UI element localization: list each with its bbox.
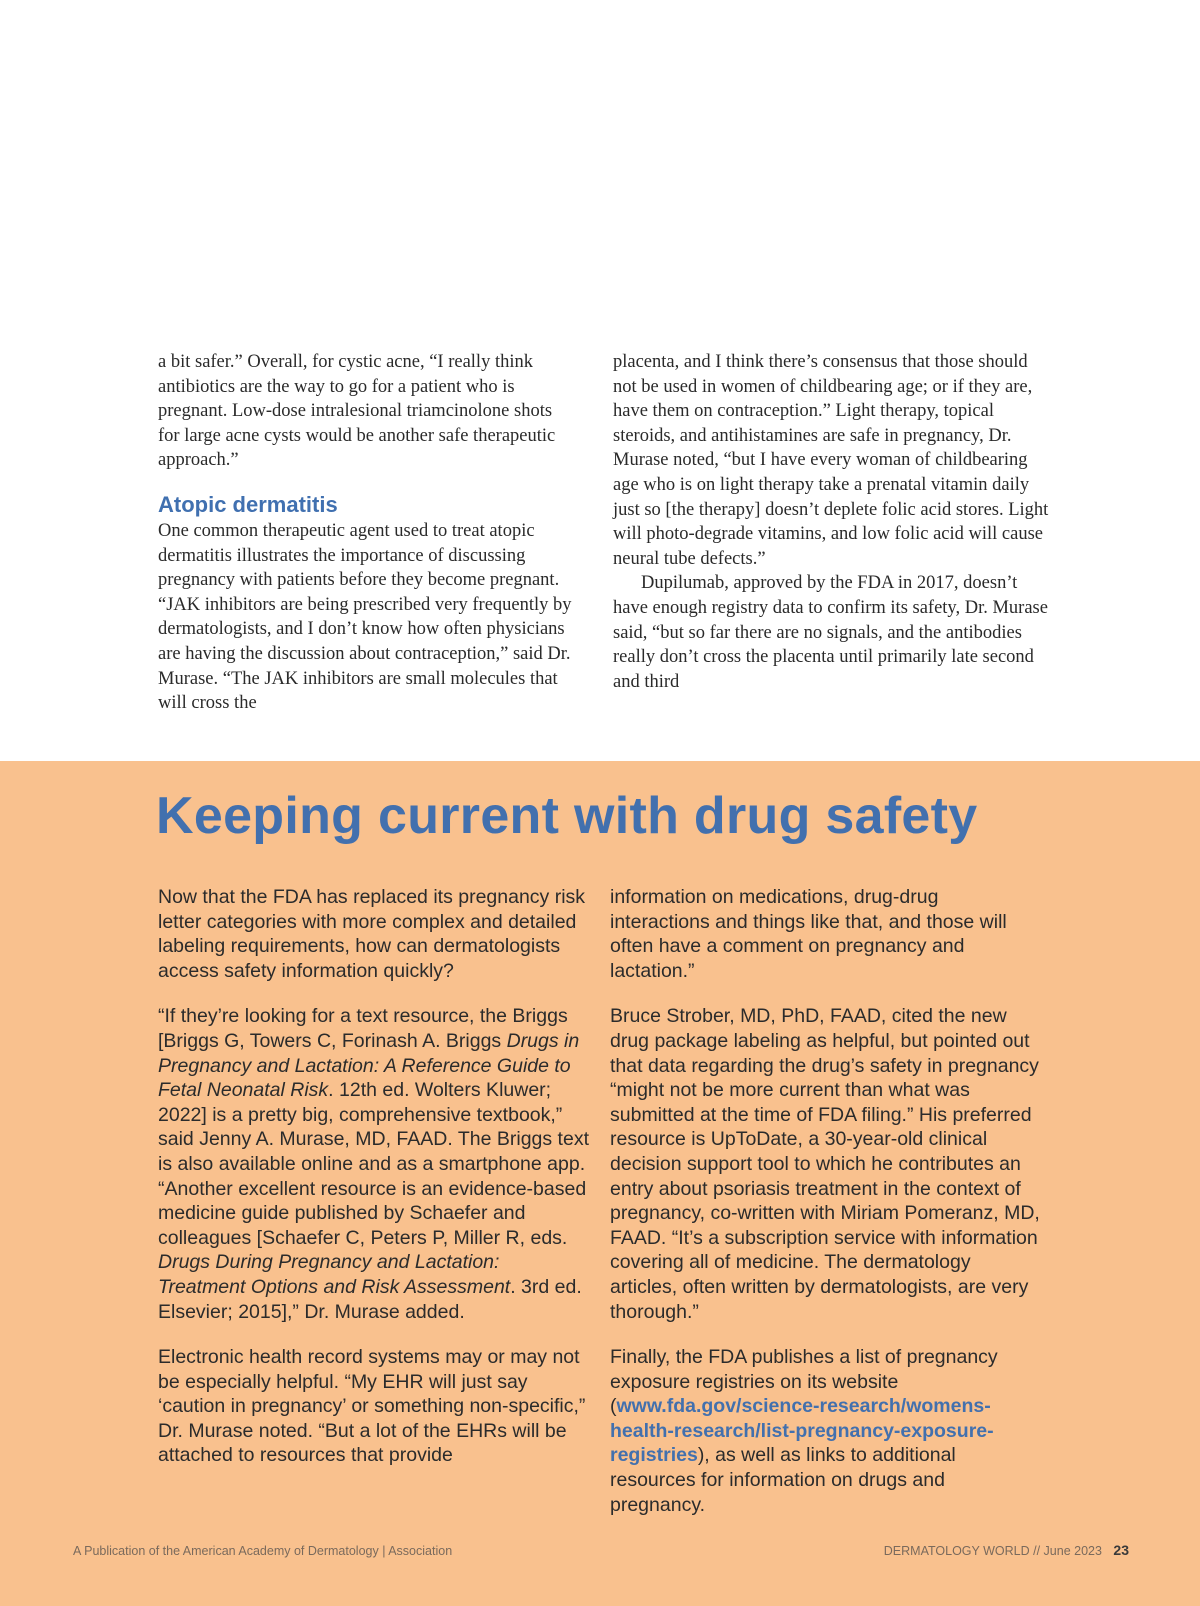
text-span: ), as well as links to additional resources for information on drugs and pregnancy. [610,1444,956,1516]
article-paragraph: a bit safer.” Overall, for cystic acne, “I really think antibiotics are the way to go for a patient who is pregnant. Low-dose intralesional triamcinolone shots for large acne cysts would be another safe therapeutic approach.” [158,352,556,471]
text-span: . 3rd ed. Elsevier; 2015],” Dr. Murase added. [158,1275,582,1323]
article-paragraph: placenta, and I think there’s consensus that those should not be used in women of childbearing age; or if they are, have them on contraception.” Light therapy, topical steroids, and antihistamines are safe in pregnancy, Dr. Murase noted, “but I have every woman of childbearing age who is on light therapy take a prenatal vitamin daily just so [the therapy] doesn’t deplete folic acid stores. Light will photo-degrade vitamins, and low folic acid will cause neural tube defects.” [613,352,1049,569]
sidebar-paragraph [610,1345,1042,1517]
sidebar-paragraph: Electronic health record systems may or may not be especially helpful. “My EHR will just say ‘caution in pregnancy’ or something non-specific,” Dr. Murase noted. “But a lot of the EHRs will be attached to resources that provide [158,1346,586,1467]
page-number: 23 [1113,1542,1129,1558]
book-title: Drugs in Pregnancy and Lactation: A Reference Guide to Fetal Neonatal Risk [158,1029,580,1102]
sidebar-title: Keeping current with drug safety [156,787,978,845]
section-heading: Atopic dermatitis [158,491,338,517]
book-title: Drugs During Pregnancy and Lactation: Treatment Options and Risk Assessment [158,1251,511,1298]
issue-date: June 2023 [1043,1544,1102,1558]
article-paragraph: Dupilumab, approved by the FDA in 2017, doesn’t have enough registry data to confirm its safety, Dr. Murase said, “but so far there are no signals, and the antibodies really don’t cross the placenta until primarily late second and third [613,573,1048,692]
article-paragraph: One common therapeutic agent used to treat atopic dermatitis illustrates the importance of discussing pregnancy with patients before they become pregnant. “JAK inhibitors are being prescribed very frequently by dermatologists, and I don’t know how often physicians are having the discussion about contraception,” said Dr. Murase. “The JAK inhibitors are small molecules that will cross the [158,520,572,714]
sidebar-paragraph: Now that the FDA has replaced its pregnancy risk letter categories with more complex and detailed labeling requirements, how can dermatologists access safety information quickly? [158,886,586,982]
sidebar-paragraph [158,1004,590,1324]
footer-separator: // [1033,1544,1041,1558]
footer-publisher: A Publication of the American Academy of Dermatology | Association [73,1544,453,1558]
sidebar-paragraph: information on medications, drug-drug interactions and things like that, and those will often have a comment on pregnancy and lactation.” [610,886,1007,982]
footer-issue-info [884,1542,1129,1558]
text-span: “If they’re looking for a text resource, the Briggs [Briggs G, Towers C, Forinash A. Briggs [158,1005,568,1052]
sidebar-right-column [610,885,1042,1538]
sidebar-left-column [158,885,590,1489]
magazine-name: DERMATOLOGY WORLD [883,1544,1030,1558]
text-span: . 12th ed. Wolters Kluwer; 2022] is a pretty big, comprehensive textbook,” said Jenny A. Murase, MD, FAAD. The Briggs text is also available online and as a smartphone app. “Another excellent resource is an evidence-based medicine guide published by Schaefer and colleagues [Schaefer C, Peters P, Miller R, eds. [158,1079,589,1249]
text-span: Finally, the FDA publishes a list of pregnancy exposure registries on its website ( [610,1346,998,1418]
article-right-column [613,350,1049,694]
article-left-column [158,350,576,716]
sidebar-box [0,761,1200,1606]
fda-registry-link[interactable]: www.fda.gov/science-research/womens-health-research/list-pregnancy-exposure-registries [610,1395,994,1467]
sidebar-paragraph: Bruce Strober, MD, PhD, FAAD, cited the new drug package labeling as helpful, but pointed out that data regarding the drug’s safety in pregnancy “might not be more current than what was submitted at the time of FDA filing.” His preferred resource is UpToDate, a 30-year-old clinical decision support tool to which he contributes an entry about psoriasis treatment in the context of pregnancy, co-written with Miriam Pomeranz, MD, FAAD. “It’s a subscription service with information covering all of medicine. The dermatology articles, often written by dermatologists, are very thorough.” [610,1005,1040,1323]
